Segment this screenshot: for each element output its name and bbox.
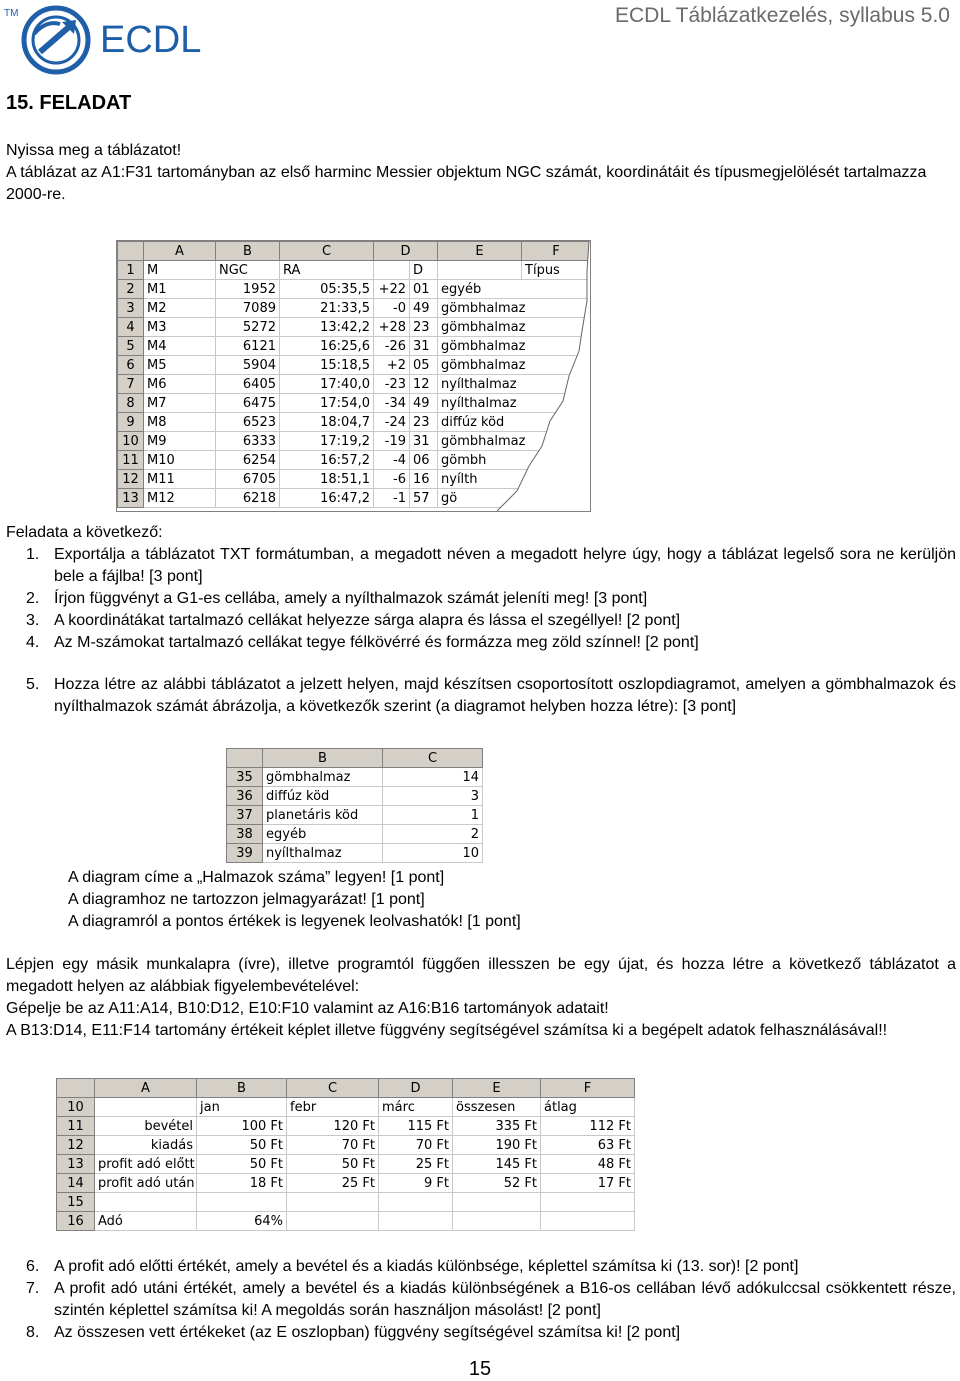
- task-title: 15. FELADAT: [6, 92, 132, 114]
- cell: átlag: [541, 1098, 635, 1117]
- cell: M8: [144, 413, 216, 432]
- task-item: [6, 544, 956, 588]
- row-header: 3: [118, 299, 144, 318]
- profit-table: [56, 1078, 635, 1231]
- row-header: 35: [227, 768, 263, 787]
- task-number: 2.: [26, 590, 40, 607]
- cell: [95, 1193, 197, 1212]
- cell: M4: [144, 337, 216, 356]
- corner-cell: [227, 749, 263, 768]
- task-number: 4.: [26, 634, 40, 651]
- intro-text: [6, 140, 956, 206]
- cell: 6333: [216, 432, 280, 451]
- subitem: A diagramhoz ne tartozzon jelmagyarázat! [1 pont]: [68, 891, 425, 908]
- cell: 18 Ft: [197, 1174, 287, 1193]
- cell: M3: [144, 318, 216, 337]
- cell: gömbhalmaz: [438, 432, 591, 451]
- cell: 9 Ft: [379, 1174, 453, 1193]
- cell: 115 Ft: [379, 1117, 453, 1136]
- row-header: 14: [57, 1174, 95, 1193]
- cell: 100 Ft: [197, 1117, 287, 1136]
- table-row: [57, 1193, 635, 1212]
- torn-edge-mask: [117, 241, 590, 511]
- task-item: [6, 588, 956, 610]
- cell: -1: [374, 489, 410, 508]
- cell: 5272: [216, 318, 280, 337]
- cell: [287, 1212, 379, 1231]
- cell: 16: [410, 470, 438, 489]
- row-header: 2: [118, 280, 144, 299]
- column-header-row: [227, 749, 483, 768]
- cell: 06: [410, 451, 438, 470]
- subitem: A diagramról a pontos értékek is legyenek leolvashatók! [1 pont]: [68, 913, 521, 930]
- task-number: 6.: [26, 1258, 40, 1275]
- cell: M9: [144, 432, 216, 451]
- cell: [453, 1212, 541, 1231]
- table-row: [227, 787, 483, 806]
- cell: 3: [383, 787, 483, 806]
- table-row: [227, 825, 483, 844]
- cell: nyílthalmaz: [438, 375, 591, 394]
- cell: 17:54,0: [280, 394, 374, 413]
- cell: -24: [374, 413, 410, 432]
- cell: 23: [410, 318, 438, 337]
- cell: M5: [144, 356, 216, 375]
- row-header: 12: [118, 470, 144, 489]
- cell: [197, 1193, 287, 1212]
- column-header: B: [197, 1079, 287, 1098]
- row-header: 39: [227, 844, 263, 863]
- cell: 12: [410, 375, 438, 394]
- cell: M2: [144, 299, 216, 318]
- cell: [453, 1193, 541, 1212]
- cell: 50 Ft: [197, 1136, 287, 1155]
- cell: RA: [280, 261, 374, 280]
- cell: 01: [410, 280, 438, 299]
- cell: 6523: [216, 413, 280, 432]
- row-header: 5: [118, 337, 144, 356]
- cell: 13:42,2: [280, 318, 374, 337]
- cell: 1952: [216, 280, 280, 299]
- cell: márc: [379, 1098, 453, 1117]
- table-row: [227, 844, 483, 863]
- row-header: 10: [118, 432, 144, 451]
- cell: -26: [374, 337, 410, 356]
- cell: 70 Ft: [287, 1136, 379, 1155]
- task-number: 1.: [26, 546, 40, 563]
- row-header: 36: [227, 787, 263, 806]
- task-text: Hozza létre az alábbi táblázatot a jelzett helyen, majd készítsen csoportosított oszlopdiagramot, amelyen a gömbhalmazok és nyílthalmazok számát ábrázolja, a következők szerint (a diagramot helyben hozza létre): [3 pont]: [54, 676, 956, 715]
- header-title: ECDL Táblázatkezelés, syllabus 5.0: [614, 4, 950, 27]
- cell: 50 Ft: [287, 1155, 379, 1174]
- cell: gömbhalmaz: [263, 768, 383, 787]
- cell: -4: [374, 451, 410, 470]
- table-row: [57, 1136, 635, 1155]
- halmaz-table: [226, 748, 483, 863]
- cell: 7089: [216, 299, 280, 318]
- row-header: 6: [118, 356, 144, 375]
- task-item: [6, 632, 956, 654]
- table-row: [227, 768, 483, 787]
- cell: 15:18,5: [280, 356, 374, 375]
- cell: 49: [410, 394, 438, 413]
- row-header: 15: [57, 1193, 95, 1212]
- cell: profit adó után: [95, 1174, 197, 1193]
- column-header: D: [374, 242, 438, 261]
- cell: 14: [383, 768, 483, 787]
- task-text: A profit adó utáni értékét, amely a bevétel és a kiadás különbségének a B16-os cellában lévő adókulccsal csökkentett része, szintén képlettel számítsa ki! A megoldás során használjon másolást! [2 pont]: [54, 1280, 956, 1319]
- cell: 112 Ft: [541, 1117, 635, 1136]
- row-header: 11: [118, 451, 144, 470]
- cell: [379, 1193, 453, 1212]
- column-header: B: [263, 749, 383, 768]
- cell: gömbhalmaz: [438, 318, 591, 337]
- cell: M7: [144, 394, 216, 413]
- cell: nyílthalmaz: [438, 394, 591, 413]
- cell: M6: [144, 375, 216, 394]
- cell: -34: [374, 394, 410, 413]
- cell: 16:47,2: [280, 489, 374, 508]
- cell: 2: [383, 825, 483, 844]
- task-list: [6, 544, 956, 654]
- cell: 6705: [216, 470, 280, 489]
- part2-text: [6, 954, 956, 1042]
- cell: 335 Ft: [453, 1117, 541, 1136]
- cell: jan: [197, 1098, 287, 1117]
- cell: 25 Ft: [379, 1155, 453, 1174]
- cell: 6254: [216, 451, 280, 470]
- table-row: [57, 1155, 635, 1174]
- task-item: [6, 610, 956, 632]
- cell: 190 Ft: [453, 1136, 541, 1155]
- cell: [379, 1212, 453, 1231]
- part2-line: Lépjen egy másik munkalapra (ívre), illetve programtól függően illesszen be egy újat, és hozza létre a következő táblázatot a megadott helyen az alábbiak figyelembevételével:: [6, 956, 956, 995]
- cell: +28: [374, 318, 410, 337]
- cell: [541, 1193, 635, 1212]
- tasks-intro: Feladata a következő:: [6, 524, 163, 541]
- cell: Típus: [522, 261, 591, 280]
- cell: egyéb: [438, 280, 591, 299]
- cell: [287, 1193, 379, 1212]
- cell: 120 Ft: [287, 1117, 379, 1136]
- row-header: 13: [57, 1155, 95, 1174]
- cell: -23: [374, 375, 410, 394]
- row-header: 16: [57, 1212, 95, 1231]
- cell: 21:33,5: [280, 299, 374, 318]
- cell: planetáris köd: [263, 806, 383, 825]
- cell: 05:35,5: [280, 280, 374, 299]
- cell: [95, 1098, 197, 1117]
- task-list: [6, 1256, 956, 1344]
- column-header: F: [522, 242, 591, 261]
- cell: 18:04,7: [280, 413, 374, 432]
- task-item: [6, 1322, 956, 1344]
- cell: +22: [374, 280, 410, 299]
- cell: 49: [410, 299, 438, 318]
- table-row: [227, 806, 483, 825]
- task-number: 7.: [26, 1280, 40, 1297]
- cell: 18:51,1: [280, 470, 374, 489]
- task-text: Exportálja a táblázatot TXT formátumban, a megadott néven a megadott helyre úgy, hogy a táblázat legelső sora ne kerüljön bele a fájlba! [3 pont]: [54, 546, 956, 585]
- spreadsheet-messier: [116, 240, 591, 512]
- cell: 6218: [216, 489, 280, 508]
- cell: M11: [144, 470, 216, 489]
- cell: 145 Ft: [453, 1155, 541, 1174]
- cell: gömbhalmaz: [438, 337, 591, 356]
- column-header: E: [438, 242, 522, 261]
- column-header: D: [379, 1079, 453, 1098]
- cell: 5904: [216, 356, 280, 375]
- cell: -19: [374, 432, 410, 451]
- column-header: E: [453, 1079, 541, 1098]
- cell: 6475: [216, 394, 280, 413]
- intro-line: Nyissa meg a táblázatot!: [6, 142, 182, 159]
- cell: 17:19,2: [280, 432, 374, 451]
- cell: 31: [410, 337, 438, 356]
- row-header: 1: [118, 261, 144, 280]
- cell: Adó: [95, 1212, 197, 1231]
- cell: -6: [374, 470, 410, 489]
- row-header: 38: [227, 825, 263, 844]
- cell: gö: [438, 489, 591, 508]
- ecdl-logo: [4, 0, 224, 80]
- task-text: Írjon függvényt a G1-es cellába, amely a nyílthalmazok számát jeleníti meg! [3 pont]: [54, 590, 648, 607]
- logo-tm: TM: [4, 8, 19, 19]
- task-item: [6, 1278, 956, 1322]
- column-header: B: [216, 242, 280, 261]
- table-row: [57, 1098, 635, 1117]
- cell: kiadás: [95, 1136, 197, 1155]
- cell: gömbh: [438, 451, 591, 470]
- cell: 6121: [216, 337, 280, 356]
- cell: profit adó előtt: [95, 1155, 197, 1174]
- cell: M1: [144, 280, 216, 299]
- cell: 31: [410, 432, 438, 451]
- cell: M12: [144, 489, 216, 508]
- row-header: 37: [227, 806, 263, 825]
- cell: -0: [374, 299, 410, 318]
- column-header: A: [95, 1079, 197, 1098]
- task-number: 5.: [26, 676, 40, 693]
- cell: M10: [144, 451, 216, 470]
- cell: +2: [374, 356, 410, 375]
- table-row: [57, 1212, 635, 1231]
- cell: 16:57,2: [280, 451, 374, 470]
- ecdl-logo-graphic: [4, 0, 224, 80]
- cell: 05: [410, 356, 438, 375]
- cell: D: [410, 261, 438, 280]
- row-header: 7: [118, 375, 144, 394]
- row-header: 8: [118, 394, 144, 413]
- column-header: A: [144, 242, 216, 261]
- cell: 52 Ft: [453, 1174, 541, 1193]
- cell: 10: [383, 844, 483, 863]
- cell: bevétel: [95, 1117, 197, 1136]
- cell: 70 Ft: [379, 1136, 453, 1155]
- subitem: A diagram címe a „Halmazok száma” legyen! [1 pont]: [68, 869, 445, 886]
- cell: 17:40,0: [280, 375, 374, 394]
- cell: nyílthalmaz: [263, 844, 383, 863]
- cell: febr: [287, 1098, 379, 1117]
- cell: egyéb: [263, 825, 383, 844]
- cell: 6405: [216, 375, 280, 394]
- task5-subitems: [68, 867, 521, 933]
- cell: 64%: [197, 1212, 287, 1231]
- row-header: 11: [57, 1117, 95, 1136]
- part2-line: A B13:D14, E11:F14 tartomány értékeit képlet illetve függvény segítségével számítsa ki a begépelt adatok felhasználásával!!: [6, 1022, 888, 1039]
- column-header: F: [541, 1079, 635, 1098]
- cell: 1: [383, 806, 483, 825]
- part2-line: Gépelje be az A11:A14, B10:D12, E10:F10 valamint az A16:B16 tartományok adatait!: [6, 1000, 609, 1017]
- table-row: [57, 1117, 635, 1136]
- cell: 50 Ft: [197, 1155, 287, 1174]
- column-header-row: [57, 1079, 635, 1098]
- cell: 57: [410, 489, 438, 508]
- cell: 63 Ft: [541, 1136, 635, 1155]
- task-number: 3.: [26, 612, 40, 629]
- cell: NGC: [216, 261, 280, 280]
- column-header: C: [383, 749, 483, 768]
- cell: összesen: [453, 1098, 541, 1117]
- task-text: A profit adó előtti értékét, amely a bevétel és a kiadás különbsége, képlettel számítsa ki (13. sor)! [2 pont]: [54, 1258, 799, 1275]
- cell: nyílth: [438, 470, 591, 489]
- task-item: [6, 1256, 956, 1278]
- task-text: Az összesen vett értékeket (az E oszlopban) függvény segítségével számítsa ki! [2 pont]: [54, 1324, 681, 1341]
- cell: [541, 1212, 635, 1231]
- task-number: 8.: [26, 1324, 40, 1341]
- cell: 16:25,6: [280, 337, 374, 356]
- corner-cell: [57, 1079, 95, 1098]
- cell: 17 Ft: [541, 1174, 635, 1193]
- page-number: 15: [468, 1358, 492, 1380]
- column-header: C: [280, 242, 374, 261]
- intro-line: A táblázat az A1:F31 tartományban az első harminc Messier objektum NGC számát, koordinátáit és típusmegjelölését tartalmazza 2000-re.: [6, 164, 927, 203]
- cell: M: [144, 261, 216, 280]
- row-header: 10: [57, 1098, 95, 1117]
- logo-wordmark: ECDL: [100, 19, 202, 61]
- cell: gömbhalmaz: [438, 299, 591, 318]
- task-text: Az M-számokat tartalmazó cellákat tegye félkövérré és formázza meg zöld színnel! [2 pont]: [54, 634, 699, 651]
- row-header: 4: [118, 318, 144, 337]
- cell: 23: [410, 413, 438, 432]
- cell: 48 Ft: [541, 1155, 635, 1174]
- cell: gömbhalmaz: [438, 356, 591, 375]
- task-item: [6, 674, 956, 718]
- cell: diffúz köd: [263, 787, 383, 806]
- column-header: C: [287, 1079, 379, 1098]
- cell: 25 Ft: [287, 1174, 379, 1193]
- task-text: A koordinátákat tartalmazó cellákat helyezze sárga alapra és lássa el szegéllyel! [2 pont]: [54, 612, 681, 629]
- table-row: [57, 1174, 635, 1193]
- row-header: 9: [118, 413, 144, 432]
- row-header: 12: [57, 1136, 95, 1155]
- row-header: 13: [118, 489, 144, 508]
- task-list: [6, 674, 956, 718]
- cell: diffúz köd: [438, 413, 591, 432]
